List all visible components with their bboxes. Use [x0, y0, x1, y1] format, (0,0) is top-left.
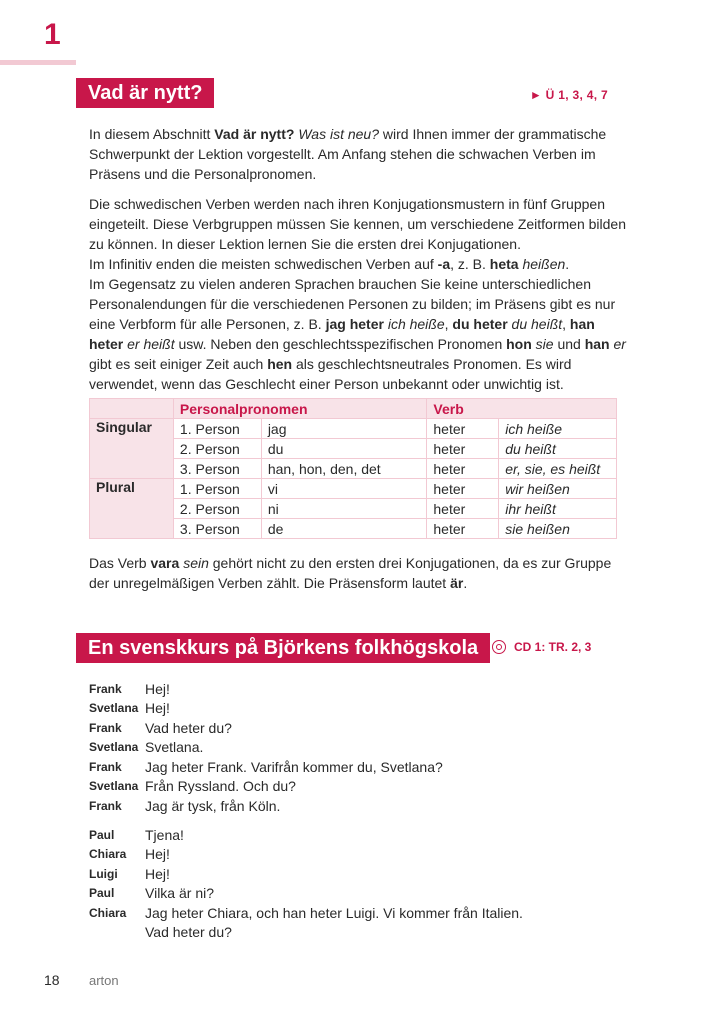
- cell-pronoun: ni: [261, 499, 427, 519]
- dialogue-line: [89, 718, 629, 738]
- utterance: Från Ryssland. Och du?: [145, 778, 296, 795]
- cell-pronoun: du: [261, 439, 427, 459]
- conjugation-table: [89, 398, 617, 539]
- cd-reference: [492, 640, 591, 654]
- cell-verb: heter: [427, 419, 499, 439]
- bold-term: jag heter: [325, 316, 384, 332]
- cell-pronoun: han, hon, den, det: [261, 459, 427, 479]
- dialogue-line: [89, 757, 629, 777]
- cell-verb: heter: [427, 519, 499, 539]
- table-row: [90, 479, 617, 499]
- text: Im Gegensatz zu vielen anderen Sprachen brauchen Sie keine unterschiedlichen Personalendungen für die verschiedenen Personen zu bilden; im Präsens gibt es nur eine Verbform für alle Personen, z. B.: [89, 276, 616, 332]
- table-header-row: [90, 399, 617, 419]
- bold-term: vara: [150, 555, 180, 571]
- utterance: Jag är tysk, från Köln.: [145, 797, 281, 814]
- group-singular: Singular: [90, 419, 174, 479]
- dialogue-line: [89, 923, 629, 943]
- utterance: Vad heter du?: [145, 719, 232, 736]
- cell-german: ich heiße: [499, 419, 617, 439]
- cell-german: wir heißen: [499, 479, 617, 499]
- text: gehört nicht zu den ersten drei Konjugationen, da es zur Gruppe der unregelmäßigen Verben zählt. Die Präsensform lautet: [89, 555, 612, 591]
- cell-pronoun: de: [261, 519, 427, 539]
- italic-term: heißen: [522, 256, 566, 272]
- cell-german: sie heißen: [499, 519, 617, 539]
- dialogue-frank-svetlana: [89, 679, 629, 816]
- table-row: [90, 419, 617, 439]
- cell-person: 3. Person: [173, 519, 261, 539]
- text: , z. B.: [450, 256, 490, 272]
- speaker: Frank: [89, 720, 122, 735]
- bold-term: han: [584, 336, 610, 352]
- speaker: Paul: [89, 827, 115, 842]
- text: Das Verb: [89, 555, 151, 571]
- text: gibt es seit einiger Zeit auch: [89, 356, 268, 372]
- cell-pronoun: vi: [261, 479, 427, 499]
- utterance: Hej!: [145, 680, 170, 697]
- chapter-number: 1: [44, 18, 61, 51]
- cell-german: du heißt: [499, 439, 617, 459]
- text: In diesem Abschnitt: [89, 126, 215, 142]
- speaker: Chiara: [89, 847, 127, 862]
- italic-term: Was ist neu?: [298, 126, 379, 142]
- utterance: Jag heter Chiara, och han heter Luigi. Vi kommer från Italien.: [145, 904, 523, 921]
- table-header-verb: Verb: [427, 399, 617, 419]
- section-title-nytt: Vad är nytt?: [76, 78, 214, 108]
- cell-person: 1. Person: [173, 479, 261, 499]
- dialogue-line: [89, 699, 629, 719]
- dialogue-line: [89, 738, 629, 758]
- exercise-reference: ► Ü 1, 3, 4, 7: [529, 88, 608, 102]
- page-number: 18: [44, 972, 60, 988]
- speaker: Frank: [89, 798, 122, 813]
- dialogue-line: [89, 864, 629, 884]
- group-plural: Plural: [90, 479, 174, 539]
- dialogue-paul-chiara-luigi: [89, 825, 629, 942]
- italic-term: er: [613, 336, 626, 352]
- bold-term: heta: [489, 256, 519, 272]
- dialogue-line: [89, 884, 629, 904]
- italic-term: ich heiße: [387, 316, 445, 332]
- speaker: Svetlana: [89, 701, 139, 716]
- cell-verb: heter: [427, 499, 499, 519]
- speaker: Paul: [89, 886, 115, 901]
- text: und: [553, 336, 585, 352]
- cell-person: 1. Person: [173, 419, 261, 439]
- dialogue-line: [89, 845, 629, 865]
- text: als geschlechtsneutrales Pronomen. Es wird verwendet, wenn das Geschlecht einer Person unbekannt oder unwichtig ist.: [89, 356, 572, 392]
- cell-verb: heter: [427, 479, 499, 499]
- utterance: Svetlana.: [145, 739, 204, 756]
- cd-track-label: CD 1: TR. 2, 3: [514, 640, 592, 654]
- section-title-svenskkurs: En svenskkurs på Björkens folkhögskola: [76, 633, 490, 663]
- text: usw. Neben den geschlechtsspezifischen Pronomen: [174, 336, 507, 352]
- intro-paragraph: In diesem Abschnitt Vad är nytt? Was ist neu? wird Ihnen immer der grammatische Schwerpunkt der Lektion vorgestellt. Am Anfang stehen die schwachen Verben im Präsens und die Personalpronomen. Die schwedischen Verben werden nach ihren Konjugationsmustern in fünf Gruppen eingeteilt. Diese Verbgruppen müssen Sie kennen, um verschiedene Zeitformen bilden zu können. In dieser Lektion lernen Sie die ersten drei Konjugationen. Im Infinitiv enden die meisten schwedischen Verben auf -a, z. B. heta heißen. Im Gegensatz zu vielen anderen Sprachen brauchen Sie keine unterschiedlichen Personalendungen für die verschiedenen Personen zu bilden; im Präsens gibt es nur eine Verbform für alle Personen, z. B. jag heter ich heiße, du heter du heißt, han heter er heißt usw. Neben den geschlechtsspezifischen Pronomen hon sie und han er gibt es seit einiger Zeit auch hen als geschlechtsneutrales Pronomen. Es wird verwendet, wenn das Geschlecht einer Person unbekannt oder unwichtig ist.: [89, 126, 626, 392]
- italic-term: er heißt: [127, 336, 175, 352]
- bold-term: Vad är nytt?: [214, 126, 295, 142]
- utterance: Jag heter Frank. Varifrån kommer du, Svetlana?: [145, 758, 443, 775]
- table-header-empty: [90, 399, 174, 419]
- page-number-word: arton: [89, 973, 119, 988]
- speaker: Svetlana: [89, 740, 139, 755]
- bold-term: är: [450, 575, 464, 591]
- bold-term: du heter: [452, 316, 508, 332]
- cell-person: 2. Person: [173, 499, 261, 519]
- cell-verb: heter: [427, 439, 499, 459]
- utterance: Hej!: [145, 865, 170, 882]
- dialogue-line: [89, 825, 629, 845]
- speaker: Chiara: [89, 905, 127, 920]
- italic-term: sein: [183, 555, 209, 571]
- dialogue-line: [89, 796, 629, 816]
- cell-german: er, sie, es heißt: [499, 459, 617, 479]
- text: Im Infinitiv enden die meisten schwedischen Verben auf: [89, 256, 438, 272]
- utterance: Hej!: [145, 700, 170, 717]
- cell-person: 3. Person: [173, 459, 261, 479]
- utterance: Vad heter du?: [145, 924, 232, 941]
- cell-german: ihr heißt: [499, 499, 617, 519]
- vara-paragraph: Das Verb vara sein gehört nicht zu den ersten drei Konjugationen, da es zur Gruppe der unregelmäßigen Verben zählt. Die Präsensform lautet är.: [89, 555, 612, 591]
- speaker: Luigi: [89, 866, 118, 881]
- dialogue-line: [89, 903, 629, 923]
- text: wird Ihnen immer der grammatische Schwerpunkt der Lektion vorgestellt. Am Anfang stehen die schwachen Verben im Präsens und die Personalpronomen.: [89, 126, 607, 182]
- speaker: Frank: [89, 681, 122, 696]
- utterance: Tjena!: [145, 826, 184, 843]
- speaker: Frank: [89, 759, 122, 774]
- chapter-divider: [0, 60, 76, 65]
- bold-term: hon: [506, 336, 532, 352]
- speaker: Svetlana: [89, 779, 139, 794]
- bold-term: hen: [267, 356, 293, 372]
- utterance: Hej!: [145, 846, 170, 863]
- italic-term: du heißt: [511, 316, 563, 332]
- cell-verb: heter: [427, 459, 499, 479]
- dialogue-line: [89, 679, 629, 699]
- bold-term: -a: [437, 256, 451, 272]
- utterance: Vilka är ni?: [145, 885, 215, 902]
- text: Die schwedischen Verben werden nach ihren Konjugationsmustern in fünf Gruppen eingeteilt. Diese Verbgruppen müssen Sie kennen, um verschiedene Zeitformen bilden zu können. In dieser Lektion lernen Sie die ersten drei Konjugationen.: [89, 196, 626, 252]
- table-header-pronoun: Personalpronomen: [173, 399, 426, 419]
- cell-pronoun: jag: [261, 419, 427, 439]
- italic-term: sie: [535, 336, 554, 352]
- cd-icon: [492, 640, 506, 654]
- cell-person: 2. Person: [173, 439, 261, 459]
- bold-term: han heter: [89, 316, 595, 352]
- dialogue-line: [89, 777, 629, 797]
